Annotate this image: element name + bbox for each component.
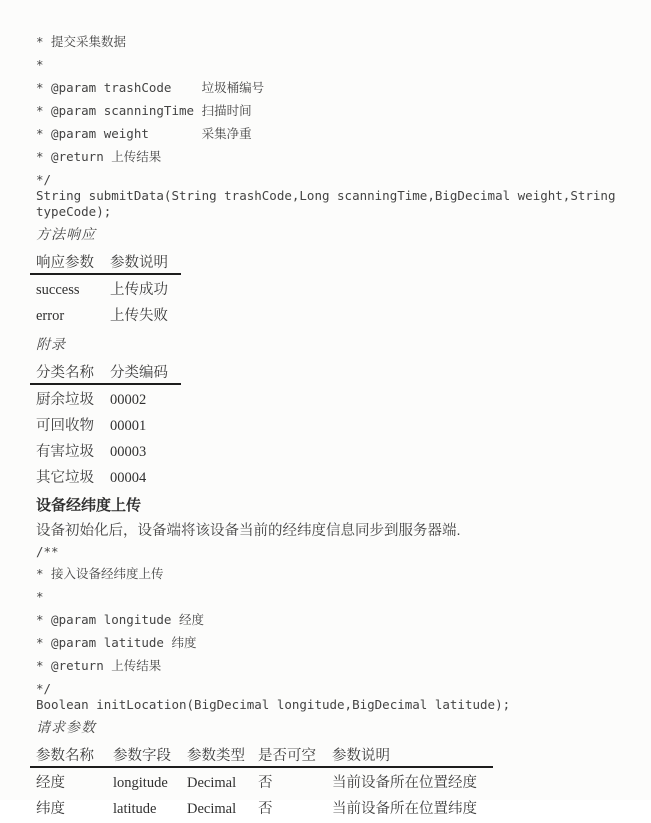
table-cell: 有害垃圾 [36, 444, 94, 460]
javadoc-return: * @return 上传结果 [36, 149, 162, 164]
table-cell: 经度 [36, 775, 65, 791]
javadoc-param-scanningtime: * @param scanningTime 扫描时间 [36, 103, 252, 118]
table-row [36, 771, 633, 797]
table-header-rule [30, 766, 493, 768]
table-cell: 00004 [110, 470, 147, 486]
table-cell: 可回收物 [36, 418, 94, 434]
table-cell: 上传成功 [110, 282, 168, 298]
table-cell: 当前设备所在位置经度 [332, 775, 477, 791]
table-cell: error [36, 308, 65, 324]
javadoc-param-weight: * @param weight 采集净重 [36, 126, 252, 141]
heading-method-response: 方法响应 [36, 226, 96, 242]
table-row [36, 414, 633, 440]
javadoc-line: * 提交采集数据 [36, 34, 127, 49]
code-line: typeCode); [36, 204, 112, 219]
table-row [36, 388, 633, 414]
javadoc-block-init-location [36, 544, 633, 697]
table-cell: 00001 [110, 418, 147, 434]
javadoc-block-submit-data [36, 34, 633, 188]
table-cell: longitude [113, 775, 168, 791]
heading-appendix: 附录 [36, 336, 66, 352]
column-header: 参数字段 [113, 748, 171, 764]
table-cell: success [36, 282, 80, 298]
column-header: 分类名称 [36, 365, 94, 381]
table-header-rule [30, 383, 181, 385]
javadoc-line: * 接入设备经纬度上传 [36, 566, 164, 581]
table-cell: 上传失败 [110, 308, 168, 324]
column-header: 响应参数 [36, 255, 94, 271]
table-cell: 当前设备所在位置纬度 [332, 801, 477, 817]
table-row [36, 278, 633, 304]
appendix-table [36, 361, 633, 492]
table-cell: 其它垃圾 [36, 470, 94, 486]
table-header-row [36, 251, 633, 270]
request-params-table [36, 744, 633, 823]
code-line: String submitData(String trashCode,Long scanningTime,BigDecimal weight,String [36, 188, 616, 203]
table-cell: 厨余垃圾 [36, 392, 94, 408]
table-cell: 纬度 [36, 801, 65, 817]
table-cell: 否 [258, 775, 273, 791]
column-header: 参数名称 [36, 748, 94, 764]
code-init-location: Boolean initLocation(BigDecimal longitude,BigDecimal latitude); [36, 697, 511, 712]
table-cell: 00003 [110, 444, 147, 460]
javadoc-line: * [36, 57, 44, 72]
column-header: 分类编码 [110, 365, 168, 381]
device-upload-intro: 设备初始化后，设备端将该设备当前的经纬度信息同步到服务器端. [36, 523, 461, 539]
javadoc-open: /** [36, 544, 59, 559]
javadoc-close: */ [36, 681, 52, 696]
column-header: 参数类型 [187, 748, 245, 764]
table-header-rule [30, 273, 181, 275]
table-cell: Decimal [187, 775, 237, 791]
table-cell: latitude [113, 801, 157, 817]
table-header-row [36, 361, 633, 380]
column-header: 参数说明 [110, 255, 168, 271]
javadoc-param-latitude: * @param latitude 纬度 [36, 635, 197, 650]
javadoc-return: * @return 上传结果 [36, 658, 162, 673]
column-header: 是否可空 [258, 748, 316, 764]
table-cell: 00002 [110, 392, 147, 408]
response-table [36, 251, 633, 330]
javadoc-param-trashcode: * @param trashCode 垃圾桶编号 [36, 80, 265, 95]
heading-device-upload: 设备经纬度上传 [36, 497, 142, 514]
table-header-row [36, 744, 633, 763]
column-header: 参数说明 [332, 748, 390, 764]
javadoc-param-longitude: * @param longitude 经度 [36, 612, 204, 627]
table-row [36, 304, 633, 330]
table-cell: 否 [258, 801, 273, 817]
javadoc-line: * [36, 589, 44, 604]
table-row [36, 440, 633, 466]
heading-request-params: 请求参数 [36, 719, 96, 735]
code-submit-data [36, 188, 633, 220]
javadoc-close: */ [36, 172, 52, 187]
table-cell: Decimal [187, 801, 237, 817]
table-row [36, 466, 633, 492]
table-row [36, 797, 633, 823]
